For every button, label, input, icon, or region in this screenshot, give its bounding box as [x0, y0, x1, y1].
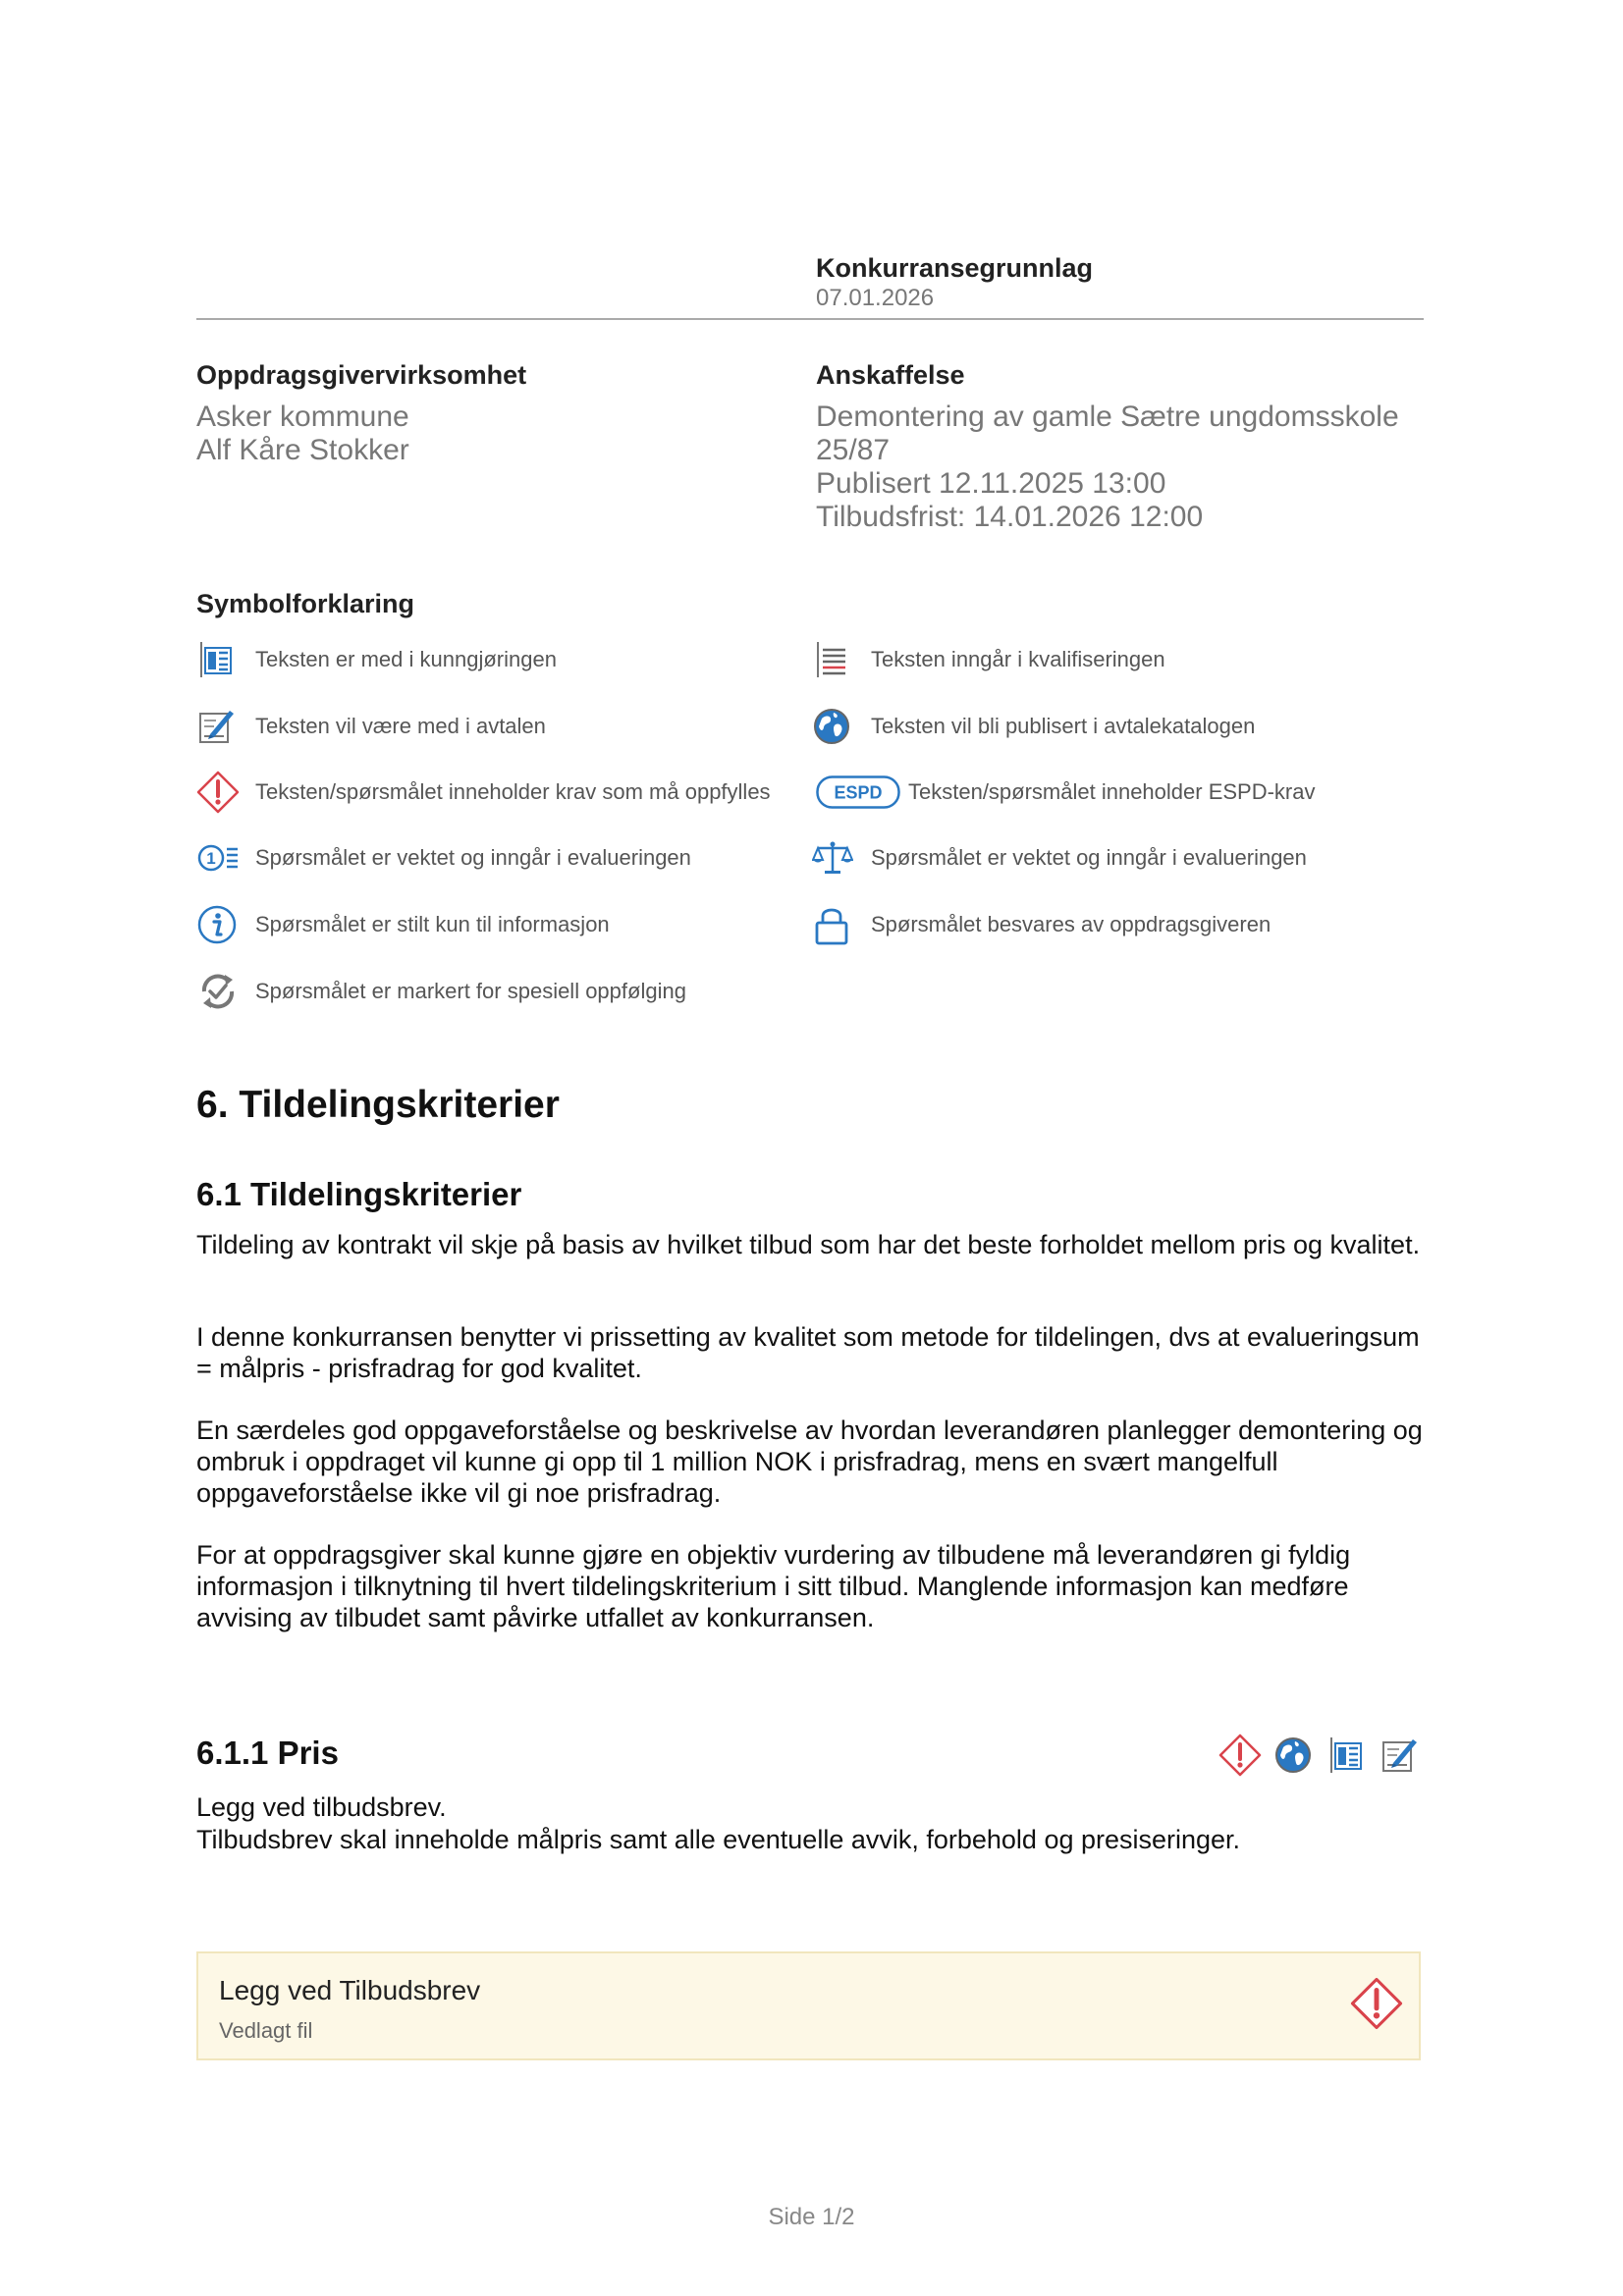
legend-item-contract	[196, 705, 546, 748]
criterion-heading: 6.1.1 Pris	[196, 1735, 339, 1771]
legend-label: Spørsmålet er vektet og inngår i evalueringen	[255, 845, 691, 870]
procurement-deadline: Tilbudsfrist: 14.01.2026 12:00	[816, 501, 1204, 533]
espd-badge-text: ESPD	[834, 782, 883, 803]
paragraph: En særdeles god oppgaveforståelse og beskrivelse av hvordan leverandøren planlegger demontering og ombruk i oppdraget vil kunne gi opp til 1 million NOK i prisfradrag, mens en svært mangelfull oppgaveforståelse ikke vil gi noe prisfradrag.	[196, 1415, 1423, 1508]
legend-item-padlock	[812, 903, 1271, 946]
procurement-reference: 25/87	[816, 434, 891, 466]
warning-diamond-icon	[1350, 1977, 1403, 2030]
qualification-icon	[812, 638, 857, 681]
info-icon	[196, 903, 242, 946]
document-date: 07.01.2026	[816, 285, 935, 311]
legend-label: Spørsmålet er stilt kun til informasjon	[255, 912, 610, 936]
contract-pen-icon	[196, 705, 242, 748]
padlock-icon	[812, 903, 857, 946]
criterion-line: Legg ved tilbudsbrev.	[196, 1792, 447, 1822]
legend-item-catalog	[812, 705, 1255, 748]
scales-icon	[812, 836, 857, 880]
client-heading: Oppdragsgivervirksomhet	[196, 360, 527, 390]
followup-check-icon	[196, 970, 242, 1013]
document-header	[816, 251, 1093, 312]
legend-label: Spørsmålet er markert for spesiell oppfølging	[255, 979, 686, 1003]
legend-label: Teksten er med i kunngjøringen	[255, 647, 557, 671]
procurement-heading: Anskaffelse	[816, 360, 965, 390]
requirement-box[interactable]	[196, 1951, 1421, 2060]
requirement-subtitle: Vedlagt fil	[219, 2018, 313, 2043]
paragraph: For at oppdragsgiver skal kunne gjøre en objektiv vurdering av tilbudene må leverandøren gi fyldig informasjon i tilknytning til hvert tildelingskriterium i sitt tilbud. Manglende informasjon kan medføre avvising av tilbudet samt påvirke utfallet av konkurransen.	[196, 1540, 1351, 1632]
legend-title: Symbolforklaring	[196, 589, 415, 618]
header-divider	[196, 318, 1424, 320]
legend-item-qualification	[812, 638, 1165, 681]
criterion-icons	[1210, 1734, 1422, 1777]
document-title: Konkurransegrunnlag	[816, 253, 1094, 283]
procurement-block	[816, 357, 1425, 534]
subsection-heading: 6.1 Tildelingskriterier	[196, 1176, 522, 1212]
criterion-text	[196, 1791, 1240, 1856]
page-number: Side 1/2	[768, 2204, 855, 2230]
legend-item-followup	[196, 970, 686, 1013]
weighted-list-icon	[196, 836, 242, 880]
svg-text:1: 1	[206, 849, 216, 868]
paragraph: Tildeling av kontrakt vil skje på basis av hvilket tilbud som har det beste forholdet mellom pris og kvalitet.	[196, 1230, 1421, 1259]
procurement-name: Demontering av gamle Sætre ungdomsskole	[816, 400, 1399, 433]
legend-label: Spørsmålet besvares av oppdragsgiveren	[871, 912, 1271, 936]
requirement-title: Legg ved Tilbudsbrev	[219, 1975, 481, 2005]
legend-item-announcement	[196, 638, 557, 681]
legend-label: Spørsmålet er vektet og inngår i evalueringen	[871, 845, 1307, 870]
legend-label: Teksten vil være med i avtalen	[255, 714, 546, 738]
legend-label: Teksten inngår i kvalifiseringen	[871, 647, 1165, 671]
client-block	[196, 357, 785, 467]
legend-item-weighted	[196, 836, 691, 880]
contract-pen-icon	[1377, 1734, 1422, 1777]
legend-item-espd	[816, 771, 1316, 814]
espd-badge-icon	[816, 771, 900, 814]
announcement-icon	[196, 638, 242, 681]
client-contact: Alf Kåre Stokker	[196, 434, 409, 466]
legend-label: Teksten/spørsmålet inneholder ESPD-krav	[908, 779, 1316, 804]
client-name: Asker kommune	[196, 400, 409, 433]
announcement-icon	[1324, 1734, 1369, 1777]
section-heading: 6. Tildelingskriterier	[196, 1084, 560, 1126]
warning-diamond-icon	[1217, 1734, 1263, 1777]
legend-label: Teksten/spørsmålet inneholder krav som må oppfylles	[255, 779, 771, 804]
legend-item-requirement	[196, 771, 771, 814]
legend-item-scales	[812, 836, 1307, 880]
globe-icon	[812, 705, 857, 748]
criterion-line: Tilbudsbrev skal inneholde målpris samt alle eventuelle avvik, forbehold og presiseringer.	[196, 1825, 1241, 1854]
paragraph: I denne konkurransen benytter vi prissetting av kvalitet som metode for tildelingen, dvs at evalueringsum = målpris - prisfradrag for god kvalitet.	[196, 1322, 1420, 1383]
legend-label: Teksten vil bli publisert i avtalekatalogen	[871, 714, 1256, 738]
procurement-published: Publisert 12.11.2025 13:00	[816, 467, 1166, 500]
globe-icon	[1271, 1734, 1316, 1777]
legend-item-info	[196, 903, 610, 946]
warning-diamond-icon	[196, 771, 242, 814]
